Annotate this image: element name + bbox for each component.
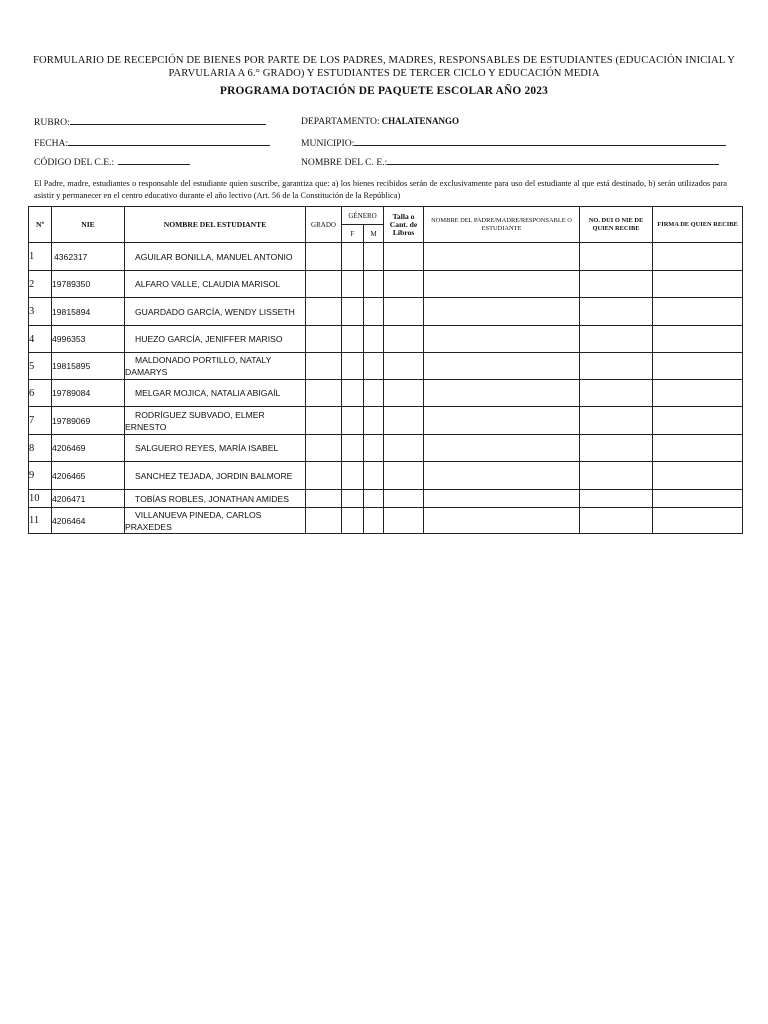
header-genero-f: F: [342, 225, 364, 243]
row-firma-cell[interactable]: [653, 407, 743, 435]
header-firma: FIRMA DE QUIEN RECIBE: [653, 207, 743, 243]
row-nie: 19789084: [52, 380, 125, 407]
row-nie: 19815895: [52, 353, 125, 380]
table-row: [29, 490, 743, 508]
rubro-field: [34, 116, 266, 128]
row-nie: 19789069: [52, 407, 125, 435]
nombre-ce-line[interactable]: [387, 156, 719, 165]
row-f-cell[interactable]: [342, 326, 364, 353]
row-number: 1: [29, 243, 52, 271]
codigo-field: [34, 156, 190, 168]
row-f-cell[interactable]: [342, 435, 364, 462]
row-padre-cell[interactable]: [424, 435, 580, 462]
header-genero: GÉNERO: [342, 207, 384, 225]
row-student-name: RODRÍGUEZ SUBVADO, ELMER ERNESTO: [125, 407, 306, 435]
row-grado-cell[interactable]: [306, 271, 342, 298]
fecha-field: [34, 137, 270, 149]
row-nie: 19815894: [52, 298, 125, 326]
row-student-name: HUEZO GARCÍA, JENIFFER MARISO: [125, 326, 306, 353]
municipio-label: MUNICIPIO:: [301, 138, 355, 149]
row-student-name: VILLANUEVA PINEDA, CARLOS PRAXEDES: [125, 508, 306, 534]
nombre-ce-label: NOMBRE DEL C. E.:: [301, 157, 388, 168]
row-dui-cell[interactable]: [580, 407, 653, 435]
row-grado-cell[interactable]: [306, 490, 342, 508]
form-title: [20, 54, 748, 80]
row-student-name: SANCHEZ TEJADA, JORDIN BALMORE: [125, 462, 306, 490]
row-padre-cell[interactable]: [424, 271, 580, 298]
row-padre-cell[interactable]: [424, 490, 580, 508]
row-f-cell[interactable]: [342, 243, 364, 271]
row-m-cell[interactable]: [364, 435, 384, 462]
row-number: 3: [29, 298, 52, 326]
row-dui-cell[interactable]: [580, 298, 653, 326]
row-nie: 4996353: [52, 326, 125, 353]
codigo-label: CÓDIGO DEL C.E.:: [34, 157, 115, 168]
row-m-cell[interactable]: [364, 462, 384, 490]
row-talla-cell[interactable]: [384, 462, 424, 490]
row-number: 11: [29, 508, 52, 534]
row-talla-cell[interactable]: [384, 353, 424, 380]
codigo-line[interactable]: [118, 156, 190, 165]
fecha-label: FECHA:: [34, 138, 69, 149]
row-dui-cell[interactable]: [580, 508, 653, 534]
row-student-name: GUARDADO GARCÍA, WENDY LISSETH: [125, 298, 306, 326]
row-firma-cell[interactable]: [653, 380, 743, 407]
header-dui: NO. DUI O NIE DE QUIEN RECIBE: [580, 207, 653, 243]
row-m-cell[interactable]: [364, 243, 384, 271]
row-f-cell[interactable]: [342, 407, 364, 435]
row-padre-cell[interactable]: [424, 380, 580, 407]
header-nombre-estudiante: NOMBRE DEL ESTUDIANTE: [125, 207, 306, 243]
row-padre-cell[interactable]: [424, 508, 580, 534]
row-talla-cell[interactable]: [384, 326, 424, 353]
municipio-field: [301, 137, 726, 149]
row-f-cell[interactable]: [342, 298, 364, 326]
row-firma-cell[interactable]: [653, 298, 743, 326]
header-nie: NIE: [52, 207, 125, 243]
row-talla-cell[interactable]: [384, 243, 424, 271]
row-number: 5: [29, 353, 52, 380]
row-number: 4: [29, 326, 52, 353]
row-firma-cell[interactable]: [653, 490, 743, 508]
row-dui-cell[interactable]: [580, 490, 653, 508]
row-f-cell[interactable]: [342, 462, 364, 490]
row-padre-cell[interactable]: [424, 326, 580, 353]
row-padre-cell[interactable]: [424, 407, 580, 435]
row-nie: 19789350: [52, 271, 125, 298]
table-row: [29, 462, 743, 490]
row-nie: 4206465: [52, 462, 125, 490]
row-student-name: SALGUERO REYES, MARÍA ISABEL: [125, 435, 306, 462]
row-grado-cell[interactable]: [306, 326, 342, 353]
fecha-line[interactable]: [68, 137, 270, 146]
row-grado-cell[interactable]: [306, 407, 342, 435]
row-nie: 4206464: [52, 508, 125, 534]
table-row: [29, 380, 743, 407]
row-f-cell[interactable]: [342, 508, 364, 534]
row-talla-cell[interactable]: [384, 298, 424, 326]
row-student-name: MELGAR MOJICA, NATALIA ABIGAÍL: [125, 380, 306, 407]
header-talla: Talla o Cant. de Libros: [384, 207, 424, 243]
row-dui-cell[interactable]: [580, 243, 653, 271]
row-grado-cell[interactable]: [306, 298, 342, 326]
table-row: [29, 298, 743, 326]
row-grado-cell[interactable]: [306, 353, 342, 380]
row-student-name: TOBÍAS ROBLES, JONATHAN AMIDES: [125, 490, 306, 508]
row-nie: 4362317: [52, 243, 125, 271]
row-f-cell[interactable]: [342, 353, 364, 380]
row-dui-cell[interactable]: [580, 353, 653, 380]
table-row: [29, 407, 743, 435]
row-nie: 4206471: [52, 490, 125, 508]
table-row: [29, 353, 743, 380]
row-grado-cell[interactable]: [306, 380, 342, 407]
header-num: Nº: [29, 207, 52, 243]
row-talla-cell[interactable]: [384, 271, 424, 298]
row-grado-cell[interactable]: [306, 435, 342, 462]
form-title-line1: FORMULARIO DE RECEPCIÓN DE BIENES POR PARTE DE LOS PADRES, MADRES, RESPONSABLES DE ESTUDIANTES (EDUCACIÓN INICIAL Y: [32, 55, 736, 66]
row-dui-cell[interactable]: [580, 462, 653, 490]
row-padre-cell[interactable]: [424, 243, 580, 271]
row-grado-cell[interactable]: [306, 508, 342, 534]
table-row: [29, 326, 743, 353]
row-number: 2: [29, 271, 52, 298]
row-student-name: ALFARO VALLE, CLAUDIA MARISOL: [125, 271, 306, 298]
program-title: PROGRAMA DOTACIÓN DE PAQUETE ESCOLAR AÑO 2023: [219, 85, 549, 97]
table-row: [29, 508, 743, 534]
row-m-cell[interactable]: [364, 380, 384, 407]
row-dui-cell[interactable]: [580, 271, 653, 298]
row-m-cell[interactable]: [364, 407, 384, 435]
table-row: [29, 243, 743, 271]
row-student-name: MALDONADO PORTILLO, NATALY DAMARYS: [125, 353, 306, 380]
row-talla-cell[interactable]: [384, 490, 424, 508]
departamento-value: CHALATENANGO: [381, 116, 459, 126]
row-padre-cell[interactable]: [424, 298, 580, 326]
row-number: 8: [29, 435, 52, 462]
rubro-line[interactable]: [70, 116, 266, 125]
row-m-cell[interactable]: [364, 508, 384, 534]
row-talla-cell[interactable]: [384, 407, 424, 435]
row-number: 10: [29, 490, 52, 508]
row-firma-cell[interactable]: [653, 508, 743, 534]
row-firma-cell[interactable]: [653, 271, 743, 298]
table-row: [29, 435, 743, 462]
row-firma-cell[interactable]: [653, 326, 743, 353]
row-firma-cell[interactable]: [653, 435, 743, 462]
row-grado-cell[interactable]: [306, 462, 342, 490]
header-genero-m: M: [364, 225, 384, 243]
nombre-ce-field: [301, 156, 719, 168]
row-talla-cell[interactable]: [384, 508, 424, 534]
row-firma-cell[interactable]: [653, 243, 743, 271]
declaration-text: El Padre, madre, estudiantes o responsable del estudiante quien suscribe, garantiza que: a) los bienes recibidos serán de exclusivamente para uso del estudiante al que está destinado, b) serán utilizados para asistir y permanecer en el centro educativo durante el año lectivo (Art. 56 de la Constitución de la República): [34, 179, 727, 200]
row-talla-cell[interactable]: [384, 380, 424, 407]
row-f-cell[interactable]: [342, 490, 364, 508]
row-m-cell[interactable]: [364, 490, 384, 508]
municipio-line[interactable]: [354, 137, 726, 146]
row-firma-cell[interactable]: [653, 353, 743, 380]
departamento-label: DEPARTAMENTO:: [301, 116, 380, 127]
row-student-name: AGUILAR BONILLA, MANUEL ANTONIO: [125, 243, 306, 271]
row-number: 9: [29, 462, 52, 490]
header-grado: GRADO: [306, 207, 342, 243]
row-f-cell[interactable]: [342, 271, 364, 298]
row-dui-cell[interactable]: [580, 380, 653, 407]
reception-table: [28, 206, 743, 534]
row-talla-cell[interactable]: [384, 435, 424, 462]
row-f-cell[interactable]: [342, 380, 364, 407]
departamento-field: [301, 116, 459, 127]
rubro-label: RUBRO:: [34, 117, 70, 128]
row-padre-cell[interactable]: [424, 353, 580, 380]
row-m-cell[interactable]: [364, 271, 384, 298]
table-row: [29, 271, 743, 298]
row-m-cell[interactable]: [364, 326, 384, 353]
row-padre-cell[interactable]: [424, 462, 580, 490]
row-nie: 4206469: [52, 435, 125, 462]
row-m-cell[interactable]: [364, 353, 384, 380]
header-padre: NOMBRE DEL PADRE/MADRE/RESPONSABLE O ESTUDIANTE: [424, 207, 580, 243]
row-grado-cell[interactable]: [306, 243, 342, 271]
row-m-cell[interactable]: [364, 298, 384, 326]
row-dui-cell[interactable]: [580, 435, 653, 462]
row-dui-cell[interactable]: [580, 326, 653, 353]
row-number: 7: [29, 407, 52, 435]
row-firma-cell[interactable]: [653, 462, 743, 490]
row-number: 6: [29, 380, 52, 407]
form-title-line2: PARVULARIA A 6.° GRADO) Y ESTUDIANTES DE TERCER CICLO Y EDUCACIÓN MEDIA: [168, 68, 600, 79]
